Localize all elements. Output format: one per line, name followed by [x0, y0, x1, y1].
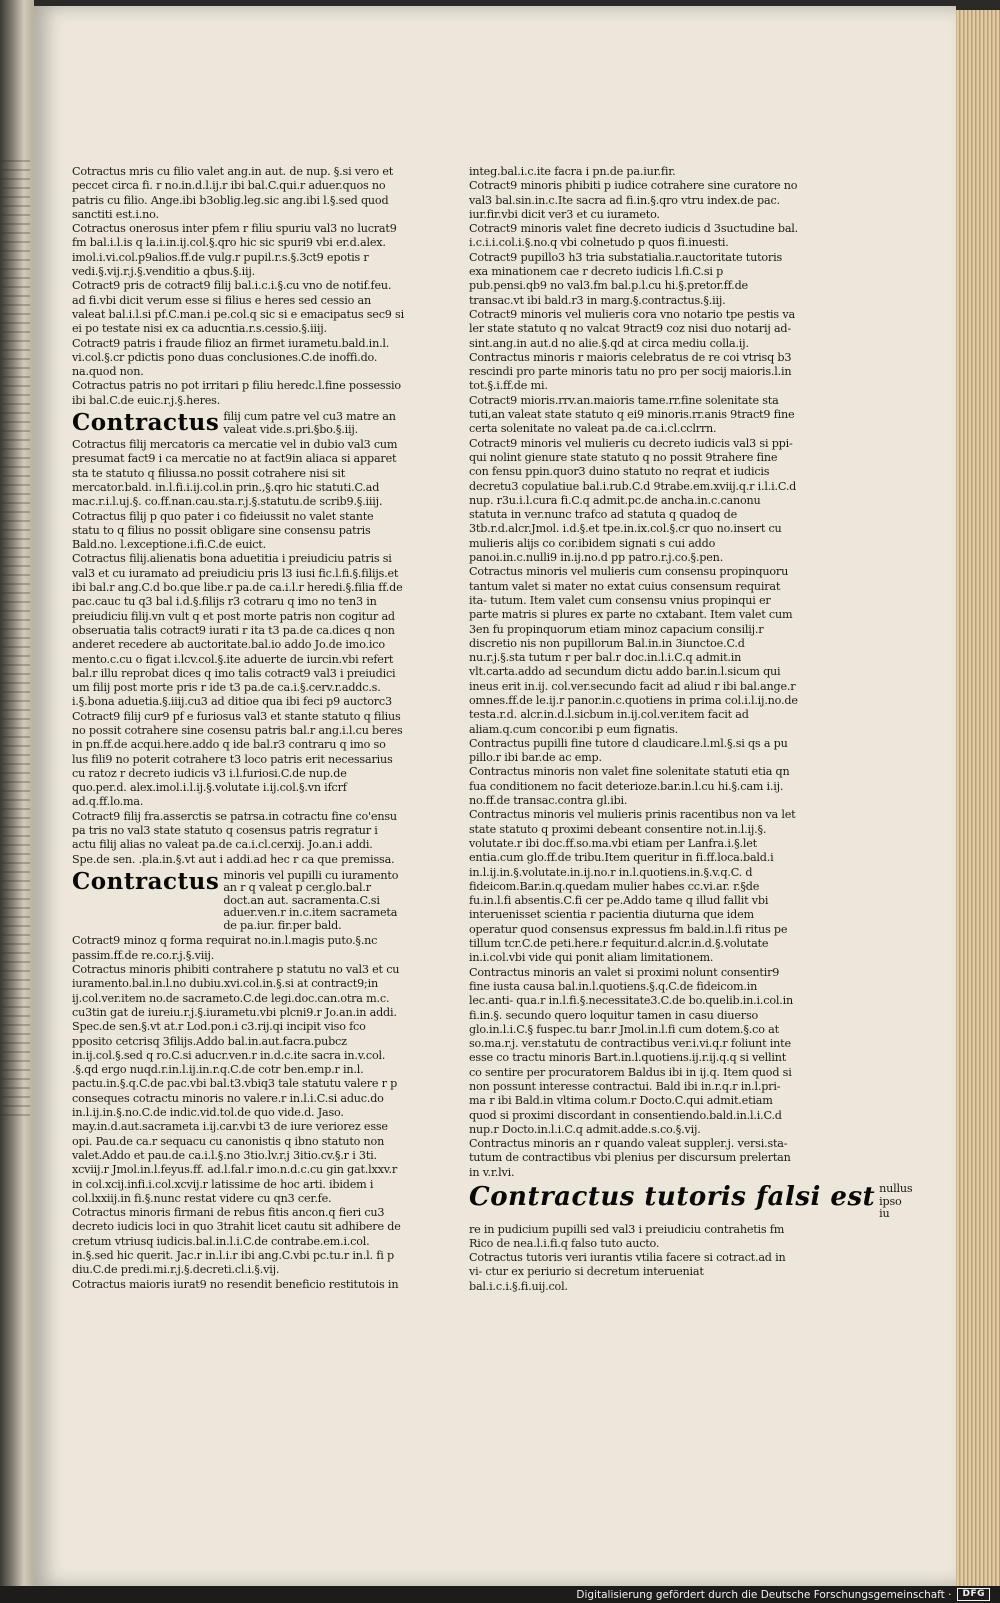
index-entry: Cotractus minoris vel mulieris cum consensu propinquoru tantum valet si mater no extat cuius consensum requirat ita- tutum. Item valet cum consensu vnius propinqui er parte matris si plures ex parte no cxtabant. Item valet cum 3en fu propinquorum etiam minoz capacium consilij.r discretio nis non pupillorum Bal.in.in 3iunctoe.C.d nu.r.j.§.sta tutum r per bal.r doc.in.l.i.C.q admit.in vlt.carta.addo ad secundum dictu addo bar.in.l.sicum qui ineus erit in.ij. col.ver.secundo facit ad aliud r ibi bal.ange.r omnes.ff.de le.ij.r panor.in.c.quotiens in prima col.i.l.ij.no.de testa.r.d. alcr.in.d.l.sicbum in.ij.col.ver.item facit ad aliam.q.cum concor.ibi p eum fignatis. [469, 565, 798, 736]
index-entry: Cotractus minoris firmani de rebus fitis ancon.q fieri cu3 decreto iudicis loci in quo 3trahit licet cautu sit adhibere de cretum vtriusq iudicis.bal.in.l.i.C.de contrabe.em.i.col. in.§.sed hic querit. Jac.r in.l.i.r ibi ang.C.vbi pc.tu.r in.l. fi p diu.C.de predi.mi.r.j.§.decreti.cl.i.§.vij. [72, 1206, 401, 1277]
page-edges [956, 10, 1000, 1586]
index-entry: Cotractus maioris iurat9 no resendit beneficio restitutois in [72, 1277, 399, 1291]
index-entry: Cotract9 pris de cotract9 filij bal.i.c.i.§.cu vno de notif.feu. ad fi.vbi dicit verum esse si filius e heres sed cessio an valeat bal.i.l.si pf.C.man.i pe.col.q sic si e emacipatus sec9 si ei po testate nisi ex ca aducntia.r.s.cessio.§.iiij. [72, 279, 404, 336]
index-entry: Cotractus tutoris veri iurantis vtilia facere si cotract.ad in vi- ctur ex periurio si decretum interueniat bal.i.c.i.§.fi.uij.col. [469, 1251, 786, 1293]
index-entry: Cotract9 pupillo3 h3 tria substatialia.r.auctoritate tutoris exa minationem cae r decreto iudicis l.fi.C.si p pub.pensi.qb9 no val3.fm bal.p.l.cu hi.§.pretor.ff.de transac.vt ibi bald.r3 in marg.§.contractus.§.iij. [469, 250, 782, 307]
heading-word: Contractus tutoris falsi est [469, 1182, 876, 1213]
index-entry: Cotract9 minoz q forma requirat no.in.l.magis puto.§.nc passim.ff.de re.co.r.j.§.viij. [72, 934, 378, 962]
dfg-logo-icon: DFG [957, 1588, 990, 1601]
right-text-column [469, 165, 913, 1294]
right-entries-group-2 [469, 1223, 799, 1294]
right-entries-group-1 [469, 165, 799, 1180]
index-entry: Cotract9 mioris.rrv.an.maioris tame.rr.fine solenitate sta tuti,an valeat state statuto q ei9 minoris.rr.anis 9tract9 fine certa solenitate no valeat pa.de ca.i.cl.cclrrn. [469, 393, 795, 436]
index-entry: Contractus minoris an valet si proximi nolunt consentir9 fine iusta causa bal.in.l.quotiens.§.q.C.de fideicom.in lec.anti- qua.r in.l.fi.§.necessitate3.C.de bo.quelib.in.i.col.in fi.in.§. secundo quero loquitur tamen in casu diuerso glo.in.l.i.C.§ fuspec.tu bar.r Jmol.in.l.fi cum dotem.§.co at so.ma.r.j. ver.statutu de contractibus ver.i.vi.q.r foliunt inte esse co tractu minoris Bart.in.l.quotiens.ij.r.ij.q.q si vellint co sentire per procuratorem Baldus ibi in ij.q. Item quod si non possunt interesse contractui. Bald ibi in.r.q.r in.l.pri- ma r ibi Bald.in vltima colum.r Docto.C.qui admit.etiam quod si proximi discordant in consentiendo.bald.in.l.i.C.d nup.r Docto.in.l.i.C.q admit.adde.s.co.§.vij. [469, 965, 793, 1136]
index-entry: Cotractus minoris phibiti contrahere p statutu no val3 et cu iuramento.bal.in.l.no dubiu.xvi.col.in.§.si at contract9;in ij.col.ver.item no.de sacrameto.C.de legi.doc.can.otra m.c. cu3tin gat de iureiu.r.j.§.iurametu.vbi plcni9.r Jo.an.in addi. Spec.de sen.§.vt at.r Lod.pon.i c3.rij.qi incipit viso fco pposito cetcrisq 3filijs.Addo bal.in.aut.facra.pubcz in.ij.col.§.sed q ro.C.si aducr.ven.r in.d.c.ite sacra in.v.col. .§.qd ergo nuqd.r.in.l.ij.in.r.q.C.de cotr ben.emp.r in.l. pactu.in.§.q.C.de pac.vbi bal.t3.vbiq3 tale statutu valere r p conseques cotractu minoris no valere.r in.l.i.C.si aduc.do in.l.ij.in.§.no.C.de indic.vid.tol.de quo vide.d. Jaso. may.in.d.aut.sacrameta i.ij.car.vbi t3 de iure veriorez esse opi. Pau.de ca.r sequacu cu canonistis q ibno statuto non valet.Addo et pau.de ca.i.l.§.no 3tio.lv.r.j 3itio.cv.§.r i 3ti. xcviij.r Jmol.in.l.feyus.ff. ad.l.fal.r imo.n.d.c.cu gin gat.lxxv.r in col.xcij.infi.i.col.xcvij.r latissime de hoc arti. ibidem i col.lxxiij.in fi.§.nunc restat videre cu qn3 cer.fe. [72, 963, 400, 1205]
index-entry: Contractus minoris non valet fine solenitate statuti etia qn fua conditionem no facit deterioze.bar.in.l.cu hi.§.cam i.ij. no.ff.de transac.contra gl.ibi. [469, 765, 790, 808]
index-entry: Cotractus filij.alienatis bona aduetitia i preiudiciu patris si val3 et cu iuramato ad preiudiciu pris l3 iusi fic.l.fi.§.filijs.et ibi bal.r ang.C.d bo.que libe.r pa.de ca.i.l.r heredi.§.filia ff.de pac.cauc tu q3 bal i.d.§.filijs r3 cotraru q imo no ten3 in preiudiciu filij.vn vult q et post morte patris non cogitur ad obseruatia talis cotract9 iurati r ita t3 pa.de ca.dices q non anderet recedere ab auctoritate.bal.io addo Jo.de imo.ico mento.c.cu o figat i.lcv.col.§.ite aduerte de iurcin.vbi refert bal.r illu reprobat dices q imo talis cotract9 val3 i preiudici um filij post morte pris r ide t3 pa.de ca.i.§.cerv.r.addc.s. i.§.bona aduetia.§.iiij.cu3 ad ditioe qua ibi feci p9 auctorc3 [72, 552, 403, 709]
heading-word: Contractus [72, 867, 220, 895]
heading-word: Contractus [72, 409, 220, 437]
heading-continuation: minoris vel pupilli cu iuramento an r q valeat p cer.glo.bal.r doct.an aut. sacramenta.C.si aduer.ven.r in.c.item sacrameta de pa.iur. fir.per bald. [223, 868, 399, 932]
digitization-footer [0, 1586, 1000, 1603]
index-entry: re in pudicium pupilli sed val3 i preiudiciu contrahetis fm Rico de nea.l.i.fi.q falso tuto aucto. [469, 1222, 785, 1250]
left-heading-2 [72, 867, 404, 933]
index-entry: Cotract9 minoris phibiti p iudice cotrahere sine curatore no val3 bal.sin.in.c.Ite sacra ad fi.in.§.qro vtru index.de pac. iur.fir.vbi dicit ver3 et cu iurameto. [469, 179, 798, 221]
left-heading-1 [72, 411, 404, 436]
index-entry: Cotract9 minoris valet fine decreto iudicis d 3suctudine bal. i.c.i.i.col.i.§.no.q vbi colnetudo p quos fi.inuesti. [469, 222, 799, 250]
facing-page-strip [2, 160, 30, 1120]
index-entry: Cotract9 minoris vel mulieris cu decreto iudicis val3 si ppi- qui nolint gienure state statuto q no possit 9trahere fine con fensu ppin.quor3 duino statuto no reqrat et iudicis decretu3 copulatiue bal.i.rub.C.d 9trabe.em.xviij.q.r i.l.i.C.d nup. r3u.i.l.cura fi.C.q admit.pc.de ancha.in.c.canonu statuta in ver.nunc trafco ad statuta q quadoq de 3tb.r.d.alcr.Jmol. i.d.§.et tpe.in.ix.col.§.cr quo no.insert cu mulieris alijs co cor.ibidem signati s cui addo panoi.in.c.nulli9 in.ij.no.d pp patro.r.j.co.§.pen. [469, 436, 797, 565]
index-entry: Cotractus filij p quo pater i co fideiussit no valet stante statu to q filius no possit obligare sine consensu patris Bald.no. l.exceptione.i.fi.C.de euict. [72, 509, 374, 552]
index-entry: Cotractus filij mercatoris ca mercatie vel in dubio val3 cum presumat fact9 i ca mercatie no at fact9in aliaca si apparet sta te statuto q filiussa.no possit cotrahere nisi sit mercator.bald. in.l.fi.i.ij.col.in prin.,§.qro hic statuti.C.ad mac.r.i.l.uj.§. co.ff.nan.cau.sta.r.j.§.statutu.de scrib9.§.iiij. [72, 438, 398, 509]
footer-credit: Digitalisierung gefördert durch die Deutsche Forschungsgemeinschaft · [576, 1588, 952, 1601]
left-text-column [72, 165, 404, 1292]
index-entry: Contractus pupilli fine tutore d claudicare.l.ml.§.si qs a pu pillo.r ibi bar.de ac emp. [469, 736, 788, 765]
index-entry: Contractus minoris r maioris celebratus de re coi vtrisq b3 rescindi pro parte minoris tatu no pro per socij maioris.l.in tot.§.i.ff.de mi. [469, 350, 792, 393]
index-entry: integ.bal.i.c.ite facra i pn.de pa.iur.fir. [469, 165, 676, 178]
index-entry: Cotractus onerosus inter pfem r filiu spuriu val3 no lucrat9 fm bal.i.l.is q la.i.in.ij.col.§.qro hic sic spuri9 vbi er.d.alex. imol.i.vi.col.p9alios.ff.de vulg.r pupil.r.s.§.3ct9 epotis r vedi.§.vij.r.j.§.venditio a qbus.§.iij. [72, 222, 397, 279]
index-entry: Contractus minoris an r quando valeat suppler.j. versi.sta- tutum de contractibus vbi plenius per discursum prelertan in v.r.lvi. [469, 1137, 791, 1179]
left-entries-group-1 [72, 165, 404, 408]
index-entry: Cotract9 filij cur9 pf e furiosus val3 et stante statuto q filius no possit cotrahere sine cosensu patris bal.r ang.i.l.cu beres in pn.ff.de acqui.here.addo q ide bal.r3 contraru q imo so lus fili9 no poterit cotrahere t3 loco patris erit necessarius cu ratoz r decreto iudicis v3 i.l.furiosi.C.de nup.de quo.per.d. alex.imol.i.l.ij.§.volutate i.ij.col.§.vn ifcrf ad.q.ff.lo.ma. [72, 709, 403, 809]
index-entry: Cotractus patris no pot irritari p filiu heredc.l.fine possessio ibi bal.C.de euic.r.j.§.heres. [72, 379, 401, 407]
index-entry: Cotract9 minoris vel mulieris cora vno notario tpe pestis va ler state statuto q no valcat 9tract9 coz nisi duo notarij ad- sint.ang.in aut.d no alie.§.qd at circa mediu colla.ij. [469, 307, 795, 350]
left-entries-group-2 [72, 438, 404, 867]
heading-continuation: nullus ipso iu [879, 1182, 913, 1221]
right-heading-1 [469, 1182, 913, 1221]
left-entries-group-3 [72, 934, 404, 1291]
index-entry: Cotract9 filij fra.asserctis se patrsa.in cotractu fine co'ensu pa tris no val3 state statuto q cosensus patris regratur i actu filij alias no valeat pa.de ca.i.cl.cerxij. Jo.an.i addi. Spe.de sen. .pla.in.§.vt aut i addi.ad hec r ca que premissa. [72, 809, 397, 866]
index-entry: Contractus minoris vel mulieris prinis racentibus non va let state statuto q proximi debeant consentire not.in.l.ij.§. volutate.r ibi doc.ff.so.ma.vbi etiam per Lanfra.i.§.let entia.cum glo.ff.de tribu.Item queritur in fi.ff.loca.bald.i in.l.ij.in.§.volutate.in.ij.no.r in.l.quotiens.in.§.v.q.C. d fideicom.Bar.in.q.quedam mulier habes cc.vi.ar. r.§de fu.in.l.fi absentis.C.fi cer pe.Addo tame q illud fallit vbi interuenisset scientia r pacientia diuturna que idem operatur quod consensus expressus fm bald.in.l.fi ritus pe tillum tcr.C.de peti.here.r fequitur.d.alcr.in.d.§.volutate in.i.col.vbi vide qui ponit aliam limitationem. [469, 808, 796, 965]
index-entry: Cotract9 patris i fraude filioz an firmet iurametu.bald.in.l. vi.col.§.cr pdictis pono duas conclusiones.C.de inoffi.do. na.quod non. [72, 336, 390, 379]
index-entry: Cotractus mris cu filio valet ang.in aut. de nup. §.si vero et peccet circa fi. r no.in.d.l.ij.r ibi bal.C.qui.r aduer.quos no patris cu filio. Ange.ibi b3oblig.leg.sic ang.ibi l.§.sed quod sanctiti est.i.no. [72, 165, 394, 221]
heading-continuation: filij cum patre vel cu3 matre an valeat vide.s.pri.§bo.§.iij. [223, 410, 396, 436]
book-spine-edge [0, 0, 34, 1603]
